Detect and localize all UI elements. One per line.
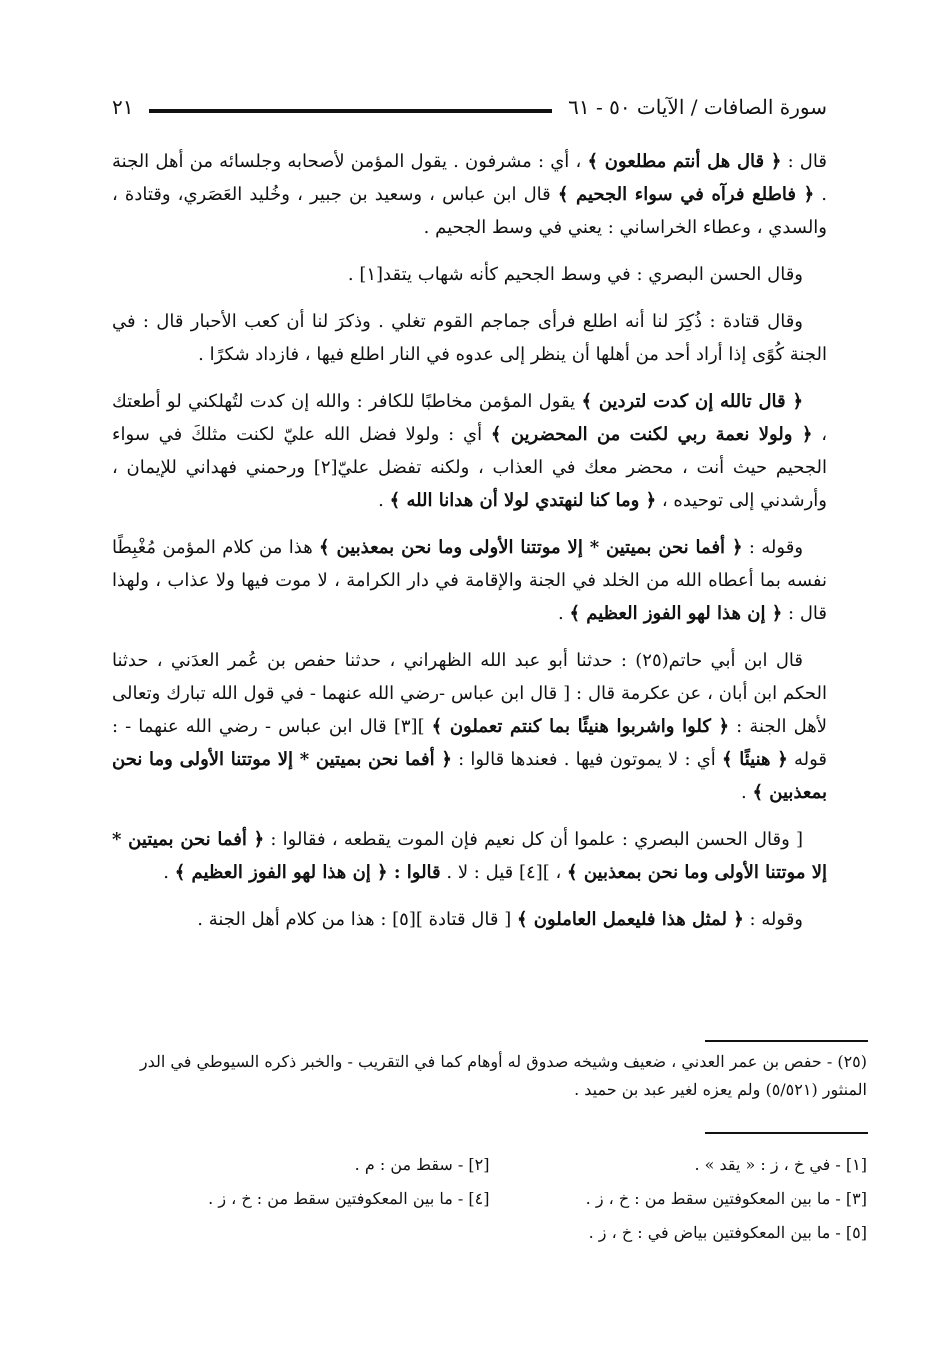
text-run: ، ][٤] قيل : لا . [440, 862, 567, 883]
running-title: سورة الصافات / الآيات ٥٠ - ٦١ [568, 95, 827, 119]
text-run: قال ابن عباس ، وسعيد بن جبير ، وخُليد العَصَري، وقتادة ، والسدي ، وعطاء الخراساني : يعني في وسط الجحيم . [112, 184, 827, 238]
text-run: . [741, 782, 753, 803]
page-number: ٢١ [112, 95, 134, 119]
text-run: قال ابن أبي حاتم(٢٥) : حدثنا أبو عبد الله الظهراني ، حدثنا حفص بن عُمر العدَني ، حدثنا الحكم ابن أبان ، عن عكرمة قال : [ قال ابن عباس -رضي الله عنهما - في قول الله تبارك وتعالى لأهل الجنة : [112, 650, 827, 737]
text-run: وقوله : [742, 537, 804, 558]
quran-quote: ﴿ أفما نحن بميتين * إلا موتتنا الأولى وما نحن بمعذبين ﴾ [112, 829, 827, 883]
footnote-3: [٣] - ما بين المعكوفتين سقط من : خ ، ز . [585, 1189, 867, 1208]
quran-quote: ﴿ أفما نحن بميتين * إلا موتتنا الأولى وما نحن بمعذبين ﴾ [319, 537, 743, 558]
text-run: أي : ولولا فضل الله عليّ لكنت مثلكَ في سواء الجحيم حيث أنت ، محضر معك في العذاب ، ولكنه تفضل عليّ[٢] ورحمني فهداني للإيمان ، وأرشدني إلى توحيده ، [112, 424, 828, 511]
text-run: هذا من كلام المؤمن مُغْبِطًا نفسه بما أعطاه الله من الخلد في الجنة والإقامة في دار الكرامة ، لا موت فيها ولا عذاب ، ولهذا قال : [112, 537, 827, 624]
header-rule [149, 109, 552, 113]
paragraph-3: وقال قتادة : ذُكِرَ لنا أنه اطلع فرأى جماجم القوم تغلي . وذكرَ لنا أن كعب الأحبار قال : في الجنة كُوًى إذا أراد أحد من أهلها أن ينظر إلى عدوه في النار اطلع فيها ، فازداد شكرًا . [112, 311, 827, 365]
quran-quote: قالوا : ﴿ إن هذا لهو الفوز العظيم ﴾ [174, 862, 441, 883]
text-run: [ قال قتادة ][٥] : هذا من كلام أهل الجنة . [197, 909, 517, 930]
text-run: أي : لا يموتون فيها . فعندها قالوا : [451, 749, 722, 770]
text-run: يقول المؤمن مخاطبًا للكافر : والله إن كدت لتُهلكني لو أطعتك ، [112, 391, 828, 445]
text-run: . [557, 603, 570, 624]
page-header [112, 90, 827, 124]
paragraph-2: وقال الحسن البصري : في وسط الجحيم كأنه شهاب يتقد[١] . [347, 264, 803, 285]
quran-quote: ﴿ وما كنا لنهتدي لولا أن هدانا الله ﴾ [389, 490, 657, 511]
quran-quote: ﴿ فاطلع فرآه في سواء الجحيم ﴾ [557, 184, 815, 205]
footnote-25: (٢٥) - حفص بن عمر العدني ، ضعيف وشيخه صدوق له أوهام كما في التقريب - والخبر ذكره السيوطي في الدر المنثور (٥/٥٢١) ولم يعزه لغير عبد بن حميد . [139, 1052, 867, 1099]
text-run: قال : [781, 151, 827, 172]
footnote-5: [٥] - ما بين المعكوفتين بياض في : خ ، ز . [588, 1223, 867, 1242]
footnote-divider [705, 1132, 868, 1134]
text-run: . [378, 490, 390, 511]
paragraph-8 [112, 903, 827, 936]
paragraph-1 [112, 145, 827, 244]
paragraph-6 [112, 644, 827, 809]
footnote-4: [٤] - ما بين المعكوفتين سقط من : خ ، ز . [208, 1189, 490, 1208]
paragraph-4 [112, 385, 827, 517]
quran-quote: ﴿ قال تالله إن كدت لتردين ﴾ [581, 391, 803, 412]
main-text [112, 145, 827, 950]
quran-quote: ﴿ ولولا نعمة ربي لكنت من المحضرين ﴾ [490, 424, 813, 445]
quran-quote: ﴿ كلوا واشربوا هنيئًا بما كنتم تعملون ﴾ [431, 716, 730, 737]
footnote-divider [705, 1040, 868, 1042]
footnote-row [112, 1220, 867, 1246]
paragraph-7 [112, 823, 827, 889]
paragraph-5 [112, 531, 827, 630]
quran-quote: ﴿ لمثل هذا فليعمل العاملون ﴾ [516, 909, 744, 930]
footnote-2: [٢] - سقط من : م . [354, 1155, 490, 1174]
text-run: . [163, 862, 175, 883]
footnote-row [112, 1186, 867, 1212]
text-run: ، أي : مشرفون . يقول المؤمن لأصحابه وجلسائه من أهل الجنة . [112, 151, 828, 205]
quran-quote: ﴿ قال هل أنتم مطلعون ﴾ [587, 151, 782, 172]
text-run: [ وقال الحسن البصري : علموا أن كل نعيم فإن الموت يقطعه ، فقالوا : [264, 829, 803, 850]
footnote-row [112, 1152, 867, 1178]
quran-quote: ﴿ أفما نحن بميتين * إلا موتتنا الأولى وما نحن بمعذبين ﴾ [112, 749, 827, 803]
footnote-1: [١] - في خ ، ز : « يقد » . [694, 1155, 867, 1174]
text-run: ][٣] قال ابن عباس - رضي الله عنهما - : قوله [112, 716, 828, 770]
text-run: وقوله : [743, 909, 803, 930]
quran-quote: ﴿ هنيئًا ﴾ [721, 749, 788, 770]
quran-quote: ﴿ إن هذا لهو الفوز العظيم ﴾ [569, 603, 783, 624]
